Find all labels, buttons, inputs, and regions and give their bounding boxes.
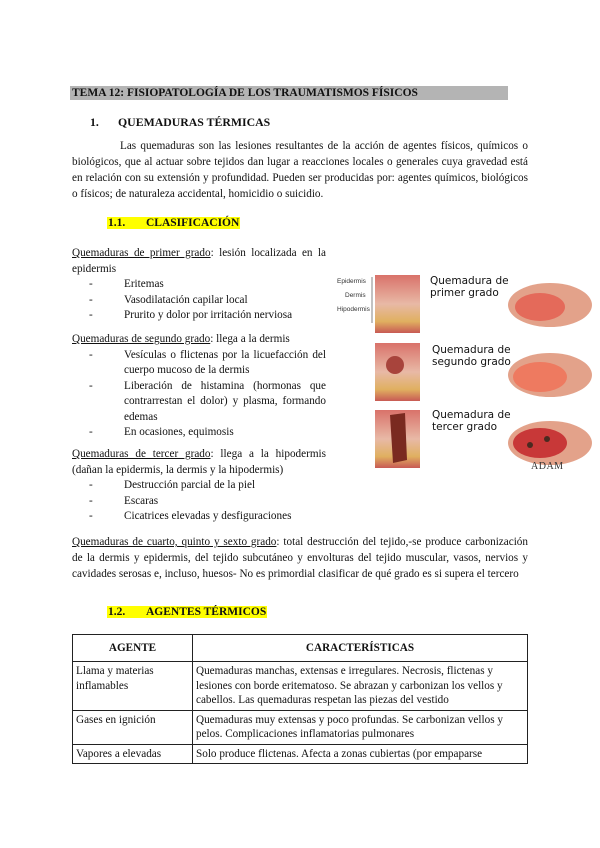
grade-2-block [72, 332, 326, 441]
figure-caption [432, 344, 511, 368]
table-cell: Vapores a elevadas [73, 744, 193, 764]
caption-line: tercer grado [432, 421, 498, 433]
grade-desc: : llega a la dermis [210, 333, 290, 345]
figure-caption [432, 409, 511, 433]
table-row [73, 710, 528, 744]
caption-line: primer grado [430, 287, 499, 299]
column-header: CARACTERÍSTICAS [193, 635, 528, 662]
table-header-row [73, 635, 528, 662]
section-heading-1-2 [107, 606, 267, 618]
list-item: - Cicatrices elevadas y desfiguraciones [89, 509, 326, 525]
grade-name: Quemaduras de tercer grado [72, 448, 211, 460]
layer-label: Dermis [345, 292, 366, 299]
table-cell: Gases en ignición [73, 710, 193, 744]
section-number: 1.1. [108, 217, 126, 229]
list-item: - Eritemas [89, 277, 326, 293]
section-number: 1.2. [108, 606, 126, 618]
list-item: - En ocasiones, equimosis [89, 425, 326, 441]
table-cell: Solo produce flictenas. Afecta a zonas cubiertas (por empaparse [193, 744, 528, 764]
grade-name: Quemaduras de cuarto, quinto y sexto grado [72, 536, 277, 548]
section-number: 1. [90, 115, 99, 129]
grade-desc: : lesión localizada en la epidermis [72, 247, 326, 275]
list-item: - Escaras [89, 494, 326, 510]
burn-degrees-illustration [335, 265, 593, 475]
list-item: - Prurito y dolor por irritación nerviosa [89, 308, 326, 324]
layer-label: Hipodermis [337, 306, 370, 313]
section-heading-1 [90, 115, 270, 130]
section-title: CLASIFICACIÓN [146, 217, 240, 229]
figure-caption [430, 275, 509, 299]
grade-desc: : llega a la hipodermis (dañan la epidermis, la dermis y la hipodermis) [72, 448, 326, 476]
table-cell: Llama y materias inflamables [73, 662, 193, 711]
table-cell: Quemaduras manchas, extensas e irregulares. Necrosis, flictenas y lesiones con borde eritematoso. Se abrazan y carbonizan los vellos y cabellos. Las quemaduras respetan las piezas del vestido [193, 662, 528, 711]
grade-desc: : total destrucción del tejido,-se produce carbonización de la dermis y epidermis, del tejido subcutáneo y envolturas del tejido muscular, vasos, nervios y cavidades serosas e, incluso, huesos- No es primordial clasificar de qué grado es si supera el tercero [72, 536, 528, 580]
grade-1-block [72, 246, 326, 324]
caption-line: Quemadura de [430, 275, 509, 287]
caption-line: Quemadura de [432, 409, 511, 421]
caption-line: segundo grado [432, 356, 511, 368]
layer-label: Epidermis [337, 278, 366, 285]
higher-grades-paragraph [72, 534, 528, 582]
intro-paragraph: Las quemaduras son las lesiones resultantes de la acción de agentes físicos, químicos o biológicos, que al actuar sobre tejidos dan lugar a reacciones locales o generales cuya gravedad está en relación con su extensión y profundidad. Pueden ser producidas por: agentes químicos, biológicos o físicos; de naturaleza accidental, homicidio o suicidio. [72, 140, 528, 200]
section-title: QUEMADURAS TÉRMICAS [118, 115, 271, 129]
list-item: - Vesículas o flictenas por la licuefacción del cuerpo mucoso de la dermis [89, 348, 326, 379]
thermal-agents-table [72, 634, 528, 764]
table-row [73, 744, 528, 764]
adam-logo: ADAM [531, 461, 564, 472]
table-row [73, 662, 528, 711]
list-item: - Destrucción parcial de la piel [89, 478, 326, 494]
list-item: - Vasodilatación capilar local [89, 293, 326, 309]
grade-name: Quemaduras de primer grado [72, 247, 211, 259]
list-item: - Liberación de histamina (hormonas que contrarrestan el dolor) y plasma, formando edemas [89, 379, 326, 426]
grade-3-block [72, 447, 326, 525]
table-cell: Quemaduras muy extensas y poco profundas. Se carbonizan vellos y pelos. Complicaciones inflamatorias pulmonares [193, 710, 528, 744]
column-header: AGENTE [73, 635, 193, 662]
document-title: TEMA 12: FISIOPATOLOGÍA DE LOS TRAUMATISMOS FÍSICOS [70, 86, 508, 100]
section-title: AGENTES TÉRMICOS [146, 606, 267, 618]
section-heading-1-1 [107, 217, 240, 229]
caption-line: Quemadura de [432, 344, 511, 356]
grade-name: Quemaduras de segundo grado [72, 333, 211, 345]
